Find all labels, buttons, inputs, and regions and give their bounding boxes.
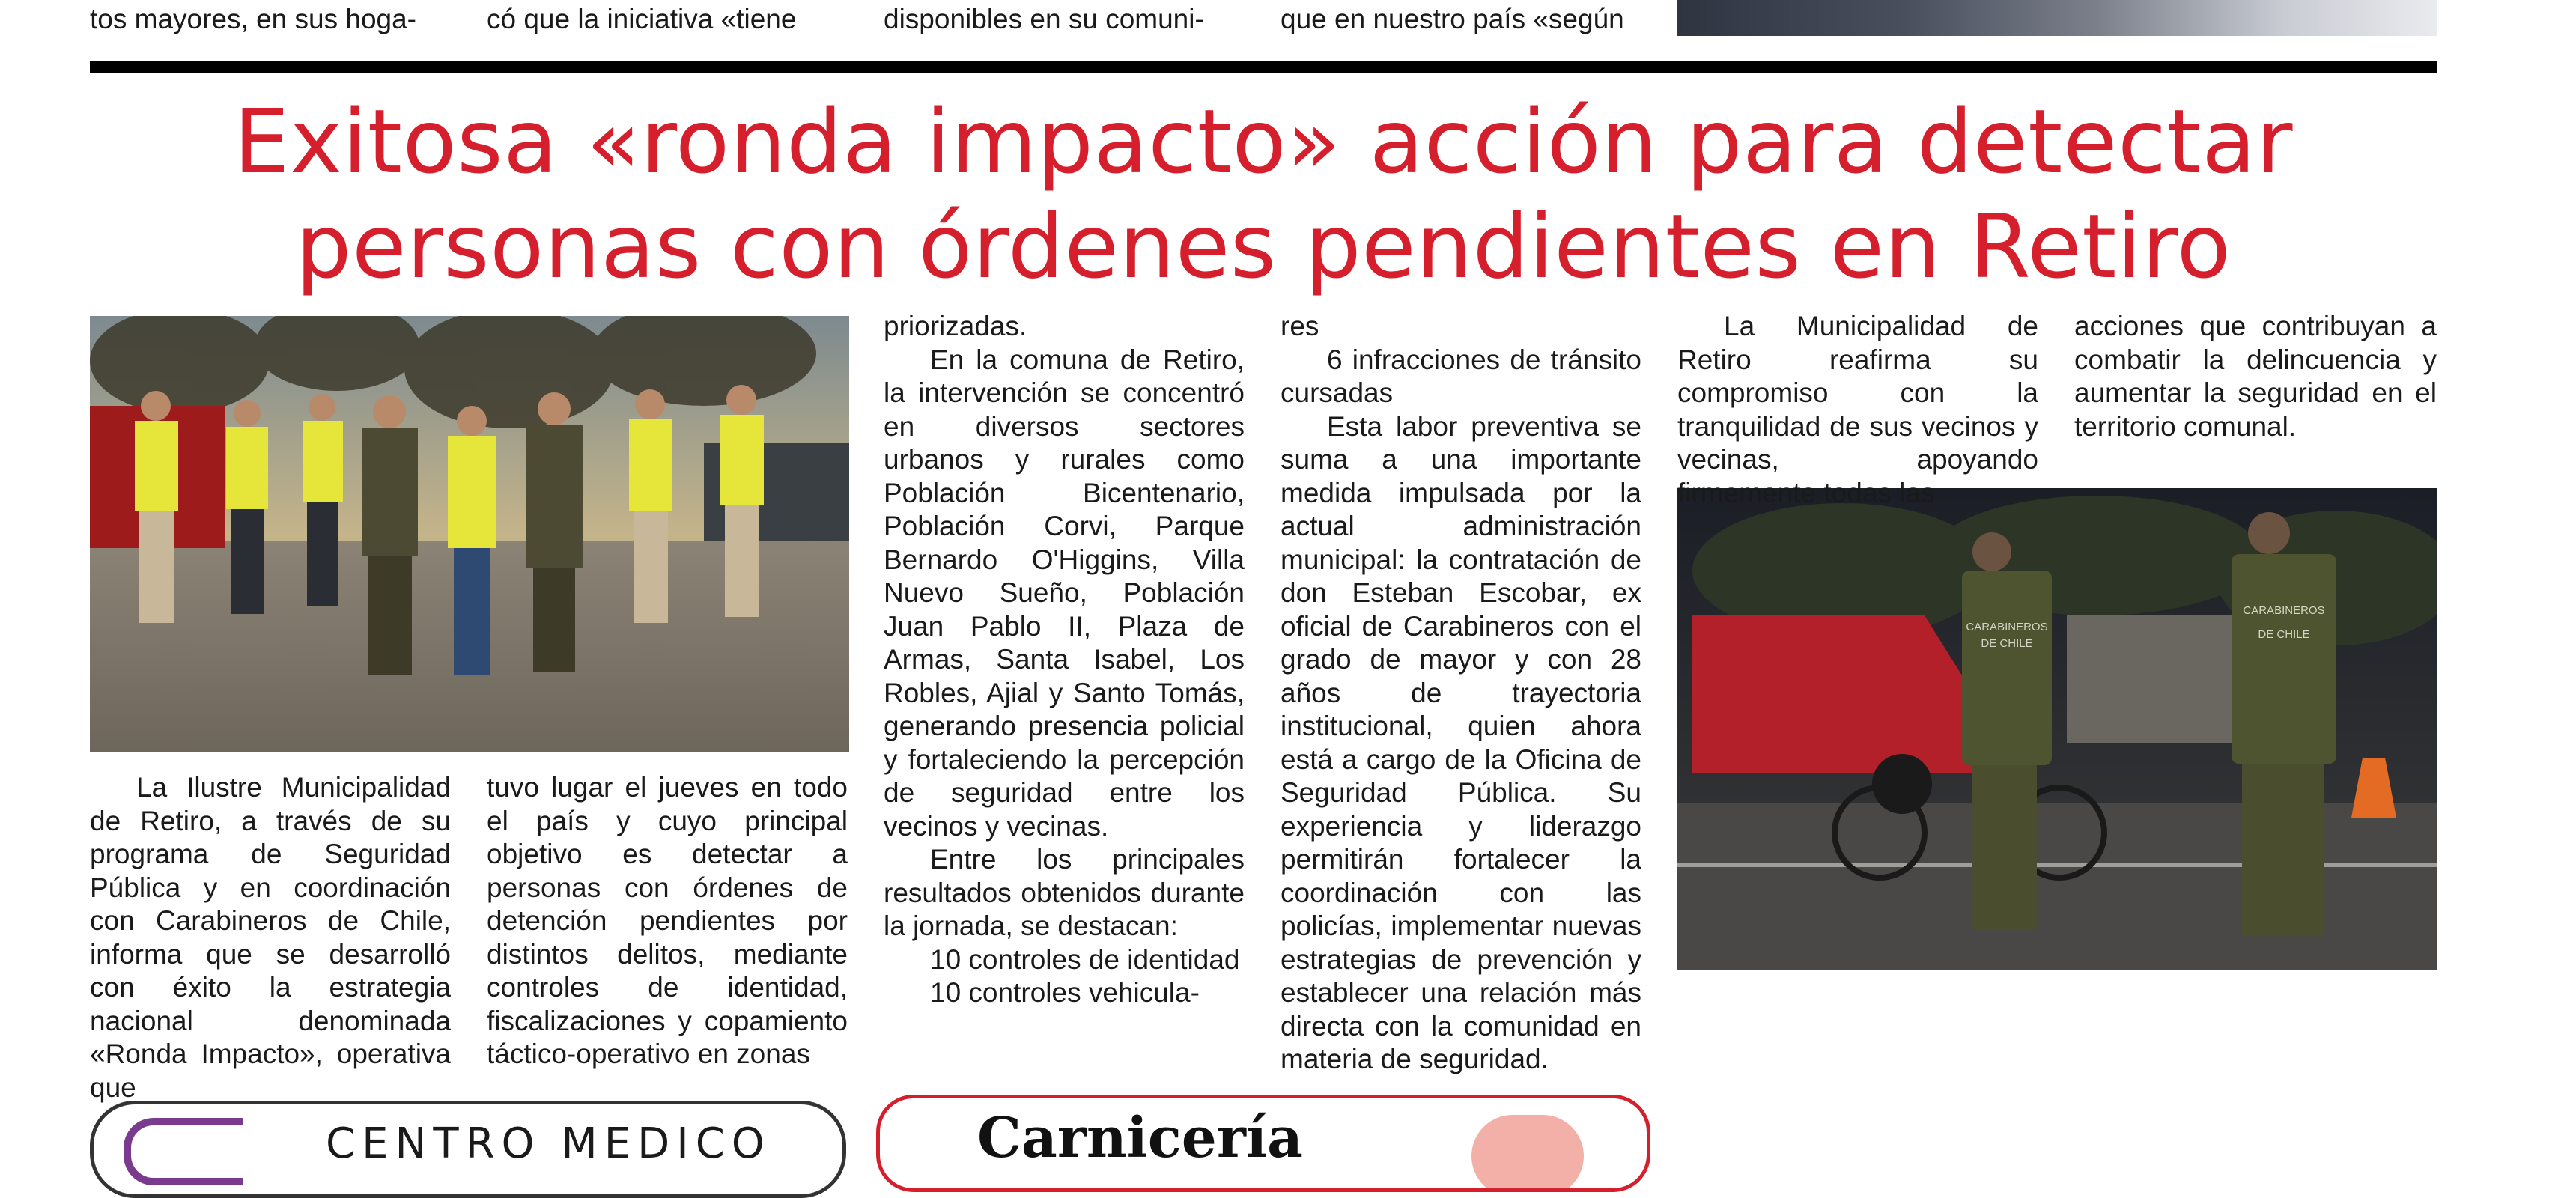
vest-text-2: DE CHILE — [1981, 637, 2033, 650]
ad-centro-medico-title: CENTRO MEDICO — [326, 1119, 771, 1168]
prev-article-snippet-2: có que la iniciativa «tiene — [487, 4, 797, 34]
vest-text-4: DE CHILE — [2258, 628, 2310, 641]
person-1 — [135, 391, 178, 623]
article-column-2 — [487, 771, 848, 1071]
paragraph: Esta labor preventiva se suma a una importante medida impulsada por la actual administración municipal: la contratación de don Esteban Escobar, ex oficial de Carabineros con el grado de mayor y con 28 años de trayectoria institucional, quien ahora está a cargo de la Oficina de Seguridad Pública. Su experiencia y liderazgo permitirán fortalecer la coordinación con las policías, implementar nuevas estrategias de prevención y establecer una relación más directa con la comunidad en materia de seguridad. — [1281, 410, 1641, 1074]
paragraph: 10 controles de identidad — [930, 943, 1240, 975]
prev-article-snippet-4: que en nuestro país «según — [1281, 4, 1624, 34]
paragraph: res — [1281, 311, 1319, 341]
article-column-1 — [90, 771, 451, 1104]
article-column-4 — [1281, 310, 1641, 1077]
prev-article-photo — [1677, 0, 2437, 36]
vest-text-3: CARABINEROS — [2243, 604, 2325, 617]
ad-carniceria[interactable] — [876, 1095, 1650, 1192]
prev-article-snippet-3: disponibles en su comuni- — [884, 4, 1204, 34]
paragraph: Entre los principales resultados obtenidos durante la jornada, se destacan: — [884, 844, 1245, 941]
section-divider — [90, 61, 2437, 73]
article-column-3 — [884, 310, 1245, 1010]
headline-line-2: personas con órdenes pendientes en Retiro — [295, 195, 2232, 298]
paragraph: 10 controles vehicula- — [930, 977, 1200, 1008]
paragraph: La Ilustre Municipalidad de Retiro, a través de su programa de Seguridad Pública y en coordinación con Carabineros de Chile, informa que se desarrolló con éxito la estrategia nacional denominada «Ronda Impacto», operativa que — [90, 772, 451, 1103]
paragraph: La Municipalidad de Retiro reafirma su compromiso con la tranquilidad de sus vecinos y vecinas, apoyando firmemente todas las — [1677, 311, 2038, 508]
headline-line-1: Exitosa «ronda impacto» acción para detectar — [234, 90, 2293, 193]
photo-security-team — [90, 316, 849, 752]
ad-centro-medico[interactable] — [90, 1101, 846, 1198]
article-column-5 — [1677, 310, 2038, 510]
paragraph: 6 infracciones de tránsito cursadas — [1281, 344, 1641, 408]
pig-icon — [1471, 1115, 1584, 1192]
ad-carniceria-title: Carnicería — [977, 1106, 1303, 1170]
paragraph: priorizadas. — [884, 311, 1027, 341]
paragraph: En la comuna de Retiro, la intervención se concentró en diversos sectores urbanos y rurales como Población Bicentenario, Población Corvi, Parque Bernardo O'Higgins, Villa Nuevo Sueño, Población Juan Pablo II, Plaza de Armas, Santa Isabel, Los Robles, Ajial y Santo Tomás, generando presencia policial y fortaleciendo la percepción de seguridad entre los vecinos y vecinas. — [884, 344, 1245, 842]
prev-article-snippet-1: tos mayores, en sus hoga- — [90, 4, 416, 34]
paragraph: acciones que contribuyan a combatir la delincuencia y aumentar la seguridad en el territorio comunal. — [2074, 311, 2437, 442]
photo-traffic-control — [1677, 488, 2437, 970]
medical-logo-icon — [124, 1118, 243, 1185]
article-column-6 — [2074, 310, 2437, 443]
paragraph: tuvo lugar el jueves en todo el país y cuyo principal objetivo es detectar a personas con órdenes de detención pendientes por distintos delitos, mediante controles de identidad, fiscalizaciones y copamiento táctico-operativo en zonas — [487, 772, 848, 1069]
vest-text-1: CARABINEROS — [1966, 621, 2048, 633]
